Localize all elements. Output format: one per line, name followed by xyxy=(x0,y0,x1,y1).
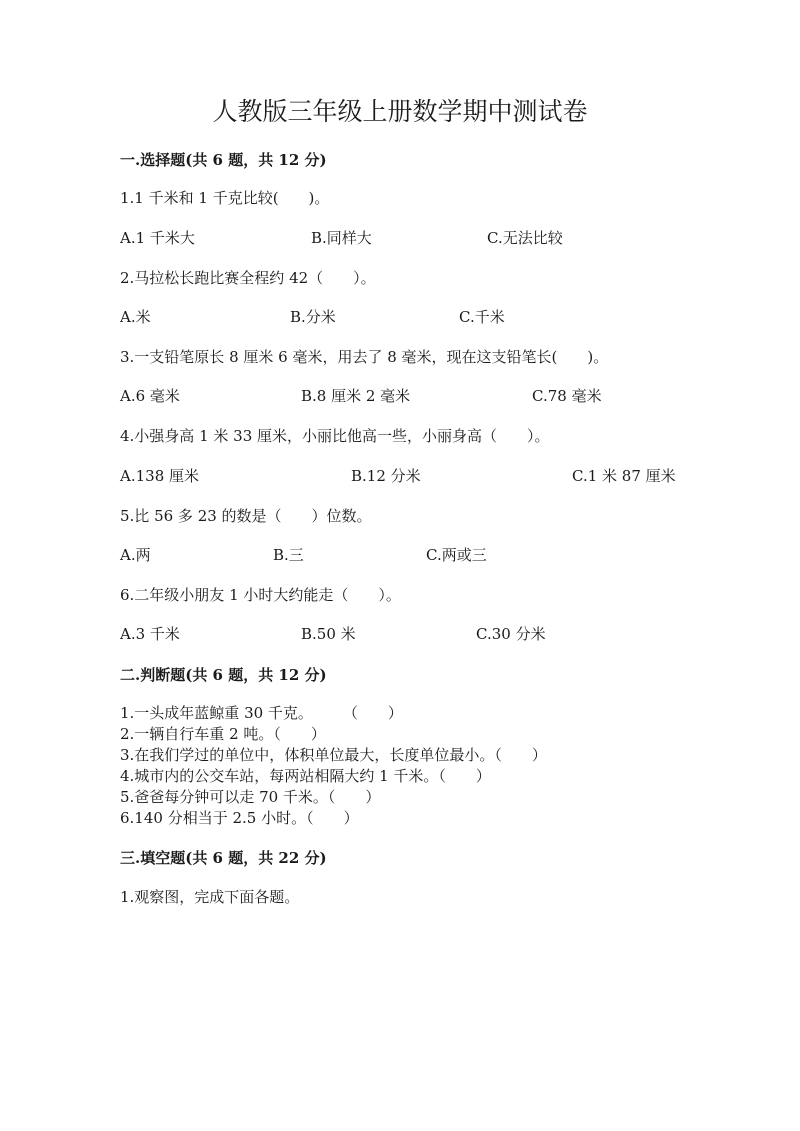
option-b: B.50 米 xyxy=(301,625,356,643)
question-stem: 5.比 56 多 23 的数是（ ）位数。 xyxy=(120,507,372,525)
option-a: A.138 厘米 xyxy=(120,467,199,485)
option-a: A.米 xyxy=(120,308,151,326)
question-stem: 4.小强身高 1 米 33 厘米，小丽比他高一些，小丽身高（ ）。 xyxy=(120,427,550,445)
option-c: C.30 分米 xyxy=(476,625,546,643)
option-a: A.1 千米大 xyxy=(120,229,195,247)
option-b: B.12 分米 xyxy=(351,467,421,485)
section-heading-judge: 二.判断题(共 6 题，共 12 分) xyxy=(120,666,327,684)
judge-item: 6.140 分相当于 2.5 小时。（ ） xyxy=(120,809,359,827)
option-a: A.6 毫米 xyxy=(120,387,180,405)
judge-item: 2.一辆自行车重 2 吨。（ ） xyxy=(120,725,326,743)
option-b: B.分米 xyxy=(290,308,336,326)
option-a: A.3 千米 xyxy=(120,625,180,643)
section-heading-choice: 一.选择题(共 6 题，共 12 分) xyxy=(120,151,327,169)
question-stem: 3.一支铅笔原长 8 厘米 6 毫米，用去了 8 毫米，现在这支铅笔长( )。 xyxy=(120,348,609,366)
judge-item: 3.在我们学过的单位中，体积单位最大，长度单位最小。（ ） xyxy=(120,746,547,764)
question-stem: 1.1 千米和 1 千克比较( )。 xyxy=(120,189,330,207)
judge-item: 4.城市内的公交车站，每两站相隔大约 1 千米。（ ） xyxy=(120,767,491,785)
option-b: B.同样大 xyxy=(311,229,372,247)
option-c: C.千米 xyxy=(459,308,505,326)
question-stem: 1.观察图，完成下面各题。 xyxy=(120,888,300,906)
question-stem: 2.马拉松长跑比赛全程约 42（ ）。 xyxy=(120,269,376,287)
judge-item: 5.爸爸每分钟可以走 70 千米。（ ） xyxy=(120,788,381,806)
option-c: C.78 毫米 xyxy=(532,387,602,405)
option-a: A.两 xyxy=(120,546,151,564)
question-stem: 6.二年级小朋友 1 小时大约能走（ ）。 xyxy=(120,586,401,604)
option-b: B.8 厘米 2 毫米 xyxy=(301,387,411,405)
judge-item: 1.一头成年蓝鲸重 30 千克。 （ ） xyxy=(120,704,403,722)
option-b: B.三 xyxy=(273,546,304,564)
option-c: C.1 米 87 厘米 xyxy=(572,467,676,485)
page-title: 人教版三年级上册数学期中测试卷 xyxy=(212,97,588,126)
section-heading-fill: 三.填空题(共 6 题，共 22 分) xyxy=(120,849,327,867)
option-c: C.无法比较 xyxy=(487,229,563,247)
option-c: C.两或三 xyxy=(426,546,487,564)
